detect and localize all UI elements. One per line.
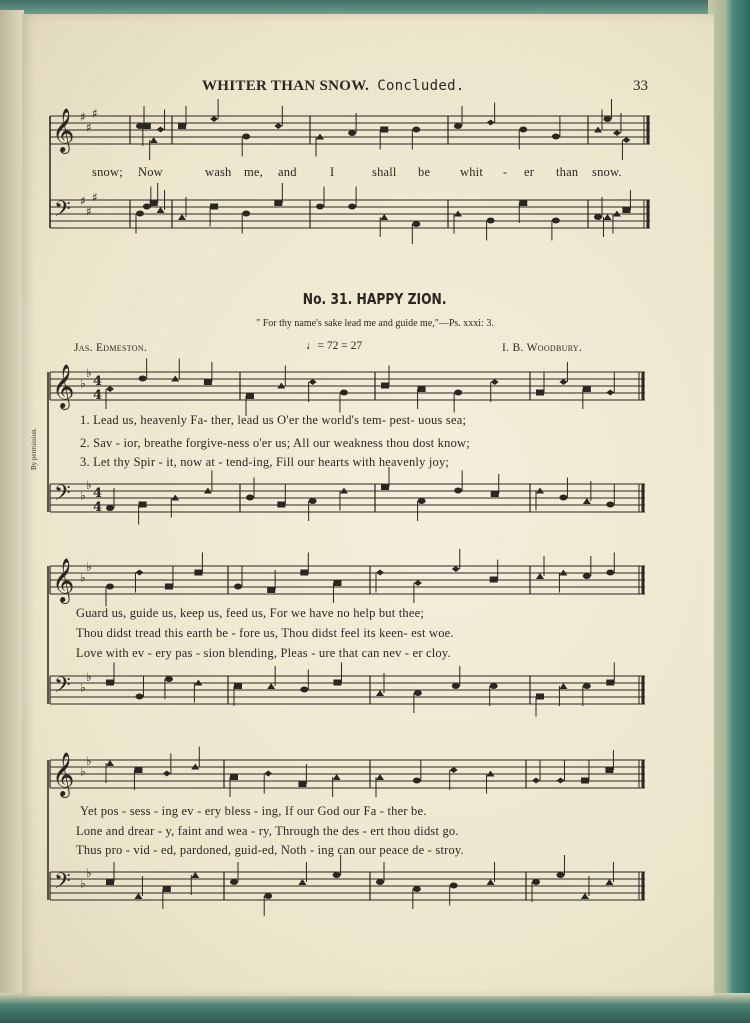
running-title-suffix: Concluded. <box>377 78 465 94</box>
note-head <box>163 886 171 892</box>
note-head <box>234 584 242 590</box>
note-head <box>454 211 462 217</box>
note-head <box>622 137 630 143</box>
note-head <box>316 134 324 140</box>
note-head <box>491 379 499 385</box>
verse-line: Yet pos - sess - ing ev - ery bless - ing, If our God our Fa - ther be. <box>80 804 427 818</box>
note-head <box>150 200 158 206</box>
sharp-icon: ♯ <box>92 106 98 121</box>
note-head <box>552 218 560 224</box>
sharp-icon: ♯ <box>80 110 86 124</box>
verse-line: Thou didst tread this earth be - fore us, Thou didst feel its keen- est woe. <box>76 626 454 640</box>
time-signature-top: 4 <box>93 374 103 389</box>
note-head <box>267 683 275 689</box>
lyric-word: I <box>330 165 335 179</box>
song-epigraph: " For thy name's sake lead me and guide me,"—Ps. xxxi: 3. <box>256 318 494 329</box>
verse-line: Love with ev - ery pas - sion blending, Pleas - ure that can nev - er cloy. <box>76 646 451 660</box>
lyric-word: than <box>556 165 579 179</box>
note-head <box>536 573 544 579</box>
note-head <box>309 498 317 504</box>
page-number: 33 <box>633 78 648 94</box>
note-head <box>191 872 199 878</box>
flat-icon: ♭ <box>80 680 86 695</box>
note-head <box>277 383 285 389</box>
note-head <box>204 488 212 494</box>
note-head <box>376 774 384 780</box>
note-head <box>583 573 591 579</box>
note-head <box>532 778 540 784</box>
note-head <box>246 393 254 399</box>
note-head <box>234 683 242 689</box>
note-head <box>150 137 158 143</box>
note-head <box>139 376 147 382</box>
note-head <box>605 767 613 773</box>
lyric-word: wash <box>205 165 232 179</box>
note-head <box>143 123 151 129</box>
note-head <box>157 207 165 213</box>
flat-icon: ♭ <box>80 488 86 503</box>
flat-icon: ♭ <box>86 866 92 880</box>
note-head <box>134 767 142 773</box>
note-head <box>157 127 165 133</box>
note-head <box>340 390 348 396</box>
note-head <box>204 379 212 385</box>
note-head <box>376 570 384 576</box>
note-head <box>454 123 462 129</box>
note-head <box>418 386 426 392</box>
tempo-marking: ♩= 72 = 27 <box>306 340 363 352</box>
note-head <box>348 204 356 210</box>
note-head <box>559 683 567 689</box>
bass-clef-icon: 𝄢 <box>54 197 71 227</box>
note-head <box>606 680 614 686</box>
note-head <box>452 566 460 572</box>
bass-clef-icon: 𝄢 <box>54 481 71 511</box>
note-head <box>606 502 614 508</box>
note-head <box>454 390 462 396</box>
note-head <box>583 683 591 689</box>
note-head <box>452 683 460 689</box>
note-head <box>583 498 591 504</box>
lyric-word: and <box>278 165 297 179</box>
note-head <box>594 127 602 133</box>
time-signature-bottom: 4 <box>93 500 103 515</box>
lyric-word: me, <box>244 165 263 179</box>
song-title: No. 31. HAPPY ZION. <box>303 290 447 308</box>
time-signature-top: 4 <box>93 486 103 501</box>
note-head <box>106 386 114 392</box>
note-head <box>536 390 544 396</box>
note-head <box>487 879 495 885</box>
note-head <box>143 204 151 210</box>
sharp-icon: ♯ <box>86 204 92 219</box>
flat-icon: ♭ <box>80 764 86 779</box>
note-head <box>413 778 421 784</box>
note-head <box>487 771 495 777</box>
lyric-word: be <box>418 165 431 179</box>
flat-icon: ♭ <box>80 376 86 391</box>
note-head <box>559 570 567 576</box>
note-head <box>106 584 114 590</box>
note-head <box>333 774 341 780</box>
note-head <box>274 200 282 206</box>
permission-note: By permission. <box>30 427 38 470</box>
note-head <box>309 379 317 385</box>
note-head <box>556 778 564 784</box>
sharp-icon: ♯ <box>92 190 98 205</box>
note-head <box>230 774 238 780</box>
lyricist-credit: Jas. Edmeston. <box>74 342 148 354</box>
note-head <box>606 570 614 576</box>
note-head <box>414 580 422 586</box>
note-head <box>450 767 458 773</box>
note-head <box>264 893 272 899</box>
note-head <box>163 771 171 777</box>
note-head <box>519 200 527 206</box>
note-head <box>171 495 179 501</box>
running-title: WHITER THAN SNOW. Concluded. <box>202 78 465 94</box>
note-head <box>194 570 202 576</box>
note-head <box>376 690 384 696</box>
note-head <box>559 379 567 385</box>
sharp-icon: ♯ <box>86 120 92 135</box>
note-head <box>139 502 147 508</box>
note-head <box>298 781 306 787</box>
verse-line: 1. Lead us, heavenly Fa- ther, lead us O'er the world's tem- pest- uous sea; <box>80 413 467 427</box>
note-head <box>594 214 602 220</box>
note-head <box>264 771 272 777</box>
note-head <box>606 390 614 396</box>
note-head <box>622 207 630 213</box>
note-head <box>333 580 341 586</box>
verse-line: 3. Let thy Spir - it, now at - tend-ing, Fill our hearts with heavenly joy; <box>80 455 450 469</box>
note-head <box>559 495 567 501</box>
verse-line: Lone and drear - y, faint and wea - ry, Through the des - ert thou didst go. <box>76 824 459 838</box>
note-head <box>106 760 114 766</box>
note-head <box>519 127 527 133</box>
note-head <box>605 879 613 885</box>
note-head <box>556 872 564 878</box>
note-head <box>165 676 173 682</box>
note-head <box>333 680 341 686</box>
note-head <box>412 127 420 133</box>
flat-icon: ♭ <box>86 670 92 684</box>
note-head <box>418 498 426 504</box>
verse-line: Guard us, guide us, keep us, feed us, For we have no help but thee; <box>76 606 425 620</box>
note-head <box>487 120 495 126</box>
flat-icon: ♭ <box>86 478 92 492</box>
treble-clef-icon: 𝄞 <box>52 752 75 796</box>
note-head <box>106 879 114 885</box>
lyric-word: shall <box>372 165 397 179</box>
note-head <box>298 879 306 885</box>
note-head <box>552 134 560 140</box>
lyric-word: snow; <box>92 165 123 179</box>
note-head <box>194 680 202 686</box>
composer-credit: I. B. Woodbury. <box>502 342 583 354</box>
note-head <box>242 134 250 140</box>
treble-clef-icon: 𝄞 <box>52 108 75 152</box>
note-head <box>210 116 218 122</box>
note-head <box>274 123 282 129</box>
note-head <box>333 872 341 878</box>
treble-clef-icon: 𝄞 <box>52 364 75 408</box>
note-head <box>613 211 621 217</box>
note-head <box>490 683 498 689</box>
note-head <box>454 488 462 494</box>
note-head <box>106 680 114 686</box>
note-head <box>300 570 308 576</box>
note-head <box>381 383 389 389</box>
note-head <box>491 491 499 497</box>
lyric-word: Now <box>138 165 163 179</box>
note-head <box>348 130 356 136</box>
note-head <box>246 495 254 501</box>
note-head <box>136 211 144 217</box>
note-head <box>106 505 114 511</box>
note-head <box>603 116 611 122</box>
note-head <box>412 221 420 227</box>
note-head <box>603 214 611 220</box>
note-head <box>316 204 324 210</box>
note-head <box>267 587 275 593</box>
note-head <box>242 211 250 217</box>
flat-icon: ♭ <box>86 560 92 574</box>
note-head <box>300 687 308 693</box>
note-head <box>135 694 143 700</box>
note-head <box>581 893 589 899</box>
note-head <box>532 879 540 885</box>
lyric-word: snow. <box>592 165 622 179</box>
note-head <box>581 778 589 784</box>
note-head <box>380 127 388 133</box>
note-head <box>171 376 179 382</box>
note-head <box>583 386 591 392</box>
verse-line: 2. Sav - ior, breathe forgive-ness o'er us; All our weakness thou dost know; <box>80 436 470 450</box>
note-head <box>490 577 498 583</box>
lyric-word: er <box>524 165 535 179</box>
note-head <box>450 883 458 889</box>
flat-icon: ♭ <box>80 876 86 891</box>
time-signature-bottom: 4 <box>93 388 103 403</box>
flat-icon: ♭ <box>80 570 86 585</box>
treble-clef-icon: 𝄞 <box>52 558 75 602</box>
note-head <box>178 214 186 220</box>
flat-icon: ♭ <box>86 366 92 380</box>
note-head <box>413 886 421 892</box>
bass-clef-icon: 𝄢 <box>54 869 71 899</box>
note-head <box>340 488 348 494</box>
note-head <box>191 764 199 770</box>
note-head <box>230 879 238 885</box>
note-head <box>178 123 186 129</box>
note-head <box>414 690 422 696</box>
note-head <box>613 130 621 136</box>
bass-clef-icon: 𝄢 <box>54 673 71 703</box>
verse-line: Thus pro - vid - ed, pardoned, guid-ed, Noth - ing can our peace de - stroy. <box>76 843 464 857</box>
note-head <box>135 570 143 576</box>
sharp-icon: ♯ <box>80 194 86 208</box>
note-head <box>536 694 544 700</box>
note-head <box>380 214 388 220</box>
note-head <box>210 204 218 210</box>
note-head <box>381 484 389 490</box>
note-head <box>277 502 285 508</box>
note-head <box>134 893 142 899</box>
note-head <box>487 218 495 224</box>
note-head <box>376 879 384 885</box>
note-head <box>536 488 544 494</box>
lyric-word: whit <box>460 165 484 179</box>
note-head <box>165 584 173 590</box>
flat-icon: ♭ <box>86 754 92 768</box>
lyric-word: - <box>503 165 508 179</box>
